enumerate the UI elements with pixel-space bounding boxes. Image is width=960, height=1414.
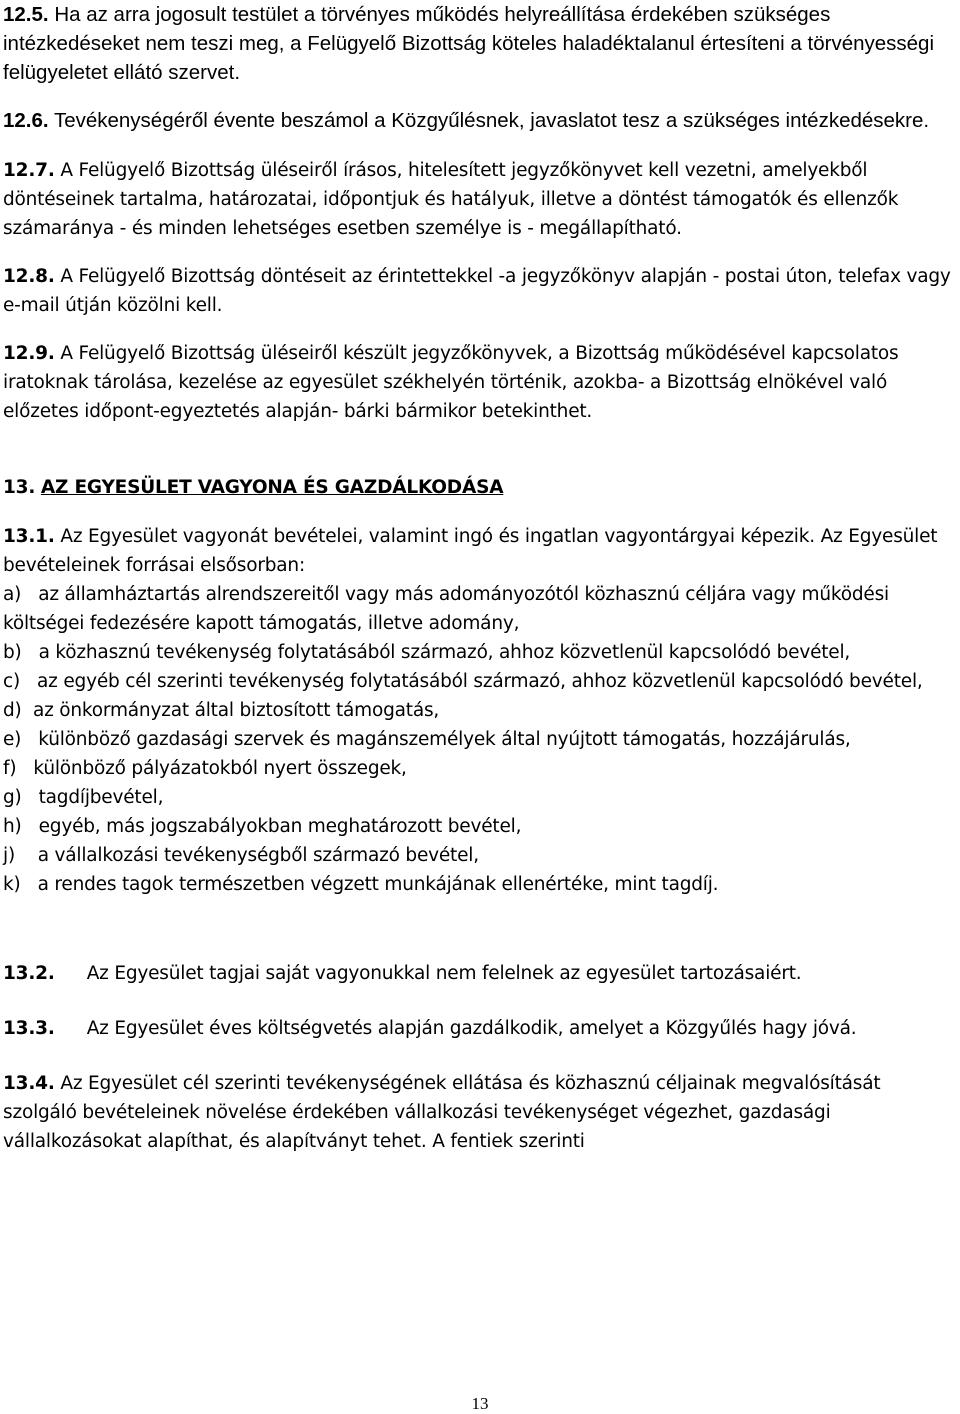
list-text: az önkormányzat által biztosított támogatás, bbox=[32, 700, 440, 721]
list-item bbox=[3, 580, 958, 638]
paragraph-text: Az Egyesület vagyonát bevételei, valamint ingó és ingatlan vagyontárgyai képezik. Az Egyesület bevételeinek forrásai elsősorban: bbox=[3, 526, 938, 576]
list-item bbox=[3, 696, 958, 725]
page-number: 13 bbox=[471, 1394, 489, 1413]
paragraph-number: 12.6. bbox=[3, 109, 49, 132]
paragraph-12-6 bbox=[3, 106, 958, 135]
list-text: egyéb, más jogszabályokban meghatározott bevétel, bbox=[38, 816, 522, 837]
paragraph-12-7 bbox=[3, 156, 958, 243]
list-label: d) bbox=[3, 700, 22, 721]
paragraph-text: Ha az arra jogosult testület a törvényes működés helyreállítása érdekében szükséges intézkedéseket nem teszi meg, a Felügyelő Bizottság köteles haladéktalanul értesíteni a törvényességi felügyeletet ellátó szervet. bbox=[3, 3, 934, 84]
paragraph-13-3 bbox=[3, 1014, 958, 1043]
list-label: c) bbox=[3, 671, 20, 692]
paragraph-12-5 bbox=[3, 0, 958, 87]
section-title: AZ EGYESÜLET VAGYONA ÉS GAZDÁLKODÁSA bbox=[40, 477, 504, 498]
list-label: e) bbox=[3, 729, 22, 750]
paragraph-text: Az Egyesület cél szerinti tevékenységének ellátása és közhasznú céljainak megvalósítását szolgáló bevételeinek növelése érdekében vállalkozási tevékenységet végezhet, gazdasági vállalkozásokat alapíthat, és alapítványt tehet. A fentiek szerinti bbox=[3, 1073, 881, 1152]
list-label: k) bbox=[3, 874, 21, 895]
paragraph-text: A Felügyelő Bizottság üléseiről készült jegyzőkönyvek, a Bizottság működésével kapcsolatos iratoknak tárolása, kezelése az egyesület székhelyén történik, azokba- a Bizottság elnökével való előzetes időpont-egyeztetés alapján- bárki bármikor betekinthet. bbox=[3, 343, 899, 422]
list-item bbox=[3, 754, 958, 783]
paragraph-12-8 bbox=[3, 262, 958, 320]
section-13-heading bbox=[3, 473, 958, 502]
paragraph-13-2 bbox=[3, 959, 958, 988]
list-item bbox=[3, 841, 958, 870]
paragraph-number: 13.4. bbox=[3, 1073, 55, 1094]
list-text: különböző gazdasági szervek és magánszemélyek által nyújtott támogatás, hozzájárulás, bbox=[38, 729, 851, 750]
list-text: különböző pályázatokból nyert összegek, bbox=[33, 758, 407, 779]
list-text: a rendes tagok természetben végzett munkájának ellenértéke, mint tagdíj. bbox=[37, 874, 719, 895]
list-text: tagdíjbevétel, bbox=[38, 787, 164, 808]
list-label: g) bbox=[3, 787, 22, 808]
paragraph-text: Az Egyesület éves költségvetés alapján gazdálkodik, amelyet a Közgyűlés hagy jóvá. bbox=[86, 1018, 857, 1039]
list-label: a) bbox=[3, 584, 22, 605]
paragraph-text: A Felügyelő Bizottság döntéseit az érintettekkel -a jegyzőkönyv alapján - postai úton, telefax vagy e-mail útján közölni kell. bbox=[3, 266, 951, 316]
list-item bbox=[3, 725, 958, 754]
paragraph-number: 12.8. bbox=[3, 266, 55, 287]
paragraph-number: 12.7. bbox=[3, 160, 55, 181]
paragraph-text: A Felügyelő Bizottság üléseiről írásos, hitelesített jegyzőkönyvet kell vezetni, amelyekből döntéseinek tartalma, határozatai, időpontjuk és hatályuk, illetve a döntést támogatók és ellenzők számaránya - és minden lehetséges esetben személye is - megállapítható. bbox=[3, 160, 899, 239]
list-label: j) bbox=[3, 845, 15, 866]
paragraph-number: 13.2. bbox=[3, 963, 55, 984]
list-item bbox=[3, 783, 958, 812]
paragraph-13-1 bbox=[3, 522, 958, 899]
list-label: b) bbox=[3, 642, 22, 663]
paragraph-number: 12.5. bbox=[3, 3, 49, 26]
list-label: f) bbox=[3, 758, 17, 779]
list-item bbox=[3, 812, 958, 841]
paragraph-number: 13.1. bbox=[3, 526, 55, 547]
list-label: h) bbox=[3, 816, 22, 837]
section-number: 13. bbox=[3, 477, 36, 498]
list-text: az államháztartás alrendszereitől vagy más adományozótól közhasznú céljára vagy működési költségei fedezésére kapott támogatás, illetve adomány, bbox=[3, 584, 889, 634]
paragraph-12-9 bbox=[3, 339, 958, 426]
paragraph-13-4 bbox=[3, 1069, 958, 1156]
paragraph-number: 13.3. bbox=[3, 1018, 55, 1039]
list-item bbox=[3, 667, 958, 696]
paragraph-text: Tevékenységéről évente beszámol a Közgyűlésnek, javaslatot tesz a szükséges intézkedésekre. bbox=[53, 109, 930, 132]
paragraph-text: Az Egyesület tagjai saját vagyonukkal nem felelnek az egyesület tartozásaiért. bbox=[86, 963, 802, 984]
list-item bbox=[3, 870, 958, 899]
list-text: a vállalkozási tevékenységből származó bevétel, bbox=[37, 845, 479, 866]
list-item bbox=[3, 638, 958, 667]
paragraph-number: 12.9. bbox=[3, 343, 55, 364]
list-text: az egyéb cél szerinti tevékenység folytatásából származó, ahhoz közvetlenül kapcsolódó bevétel, bbox=[37, 671, 923, 692]
list-text: a közhasznú tevékenység folytatásából származó, ahhoz közvetlenül kapcsolódó bevétel, bbox=[38, 642, 851, 663]
document-page bbox=[3, 0, 958, 1156]
